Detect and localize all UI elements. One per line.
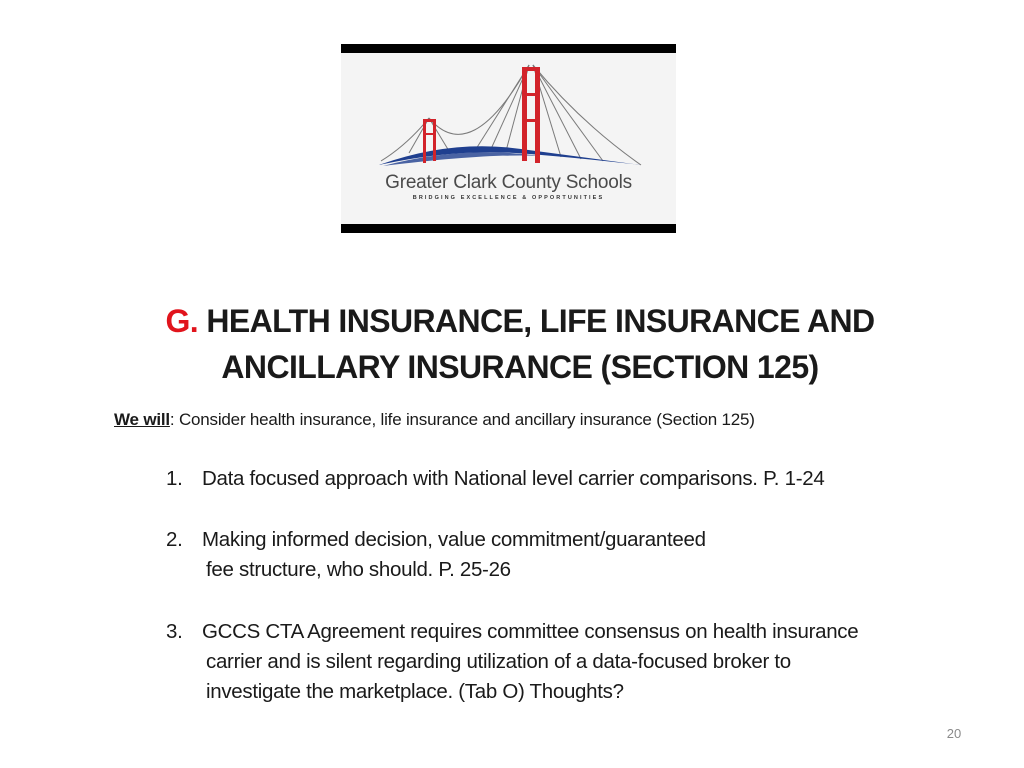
intro-statement [114,410,974,430]
list-item-3 [166,617,858,707]
list-item-1 [166,464,824,494]
intro-text: : Consider health insurance, life insurance and ancillary insurance (Section 125) [169,410,755,429]
slide-title [100,298,940,390]
title-section-letter: G. [165,303,199,339]
list-item-text: Data focused approach with National level carrier comparisons. P. 1-24 [202,467,825,490]
district-logo [341,44,676,233]
title-line-1-text: HEALTH INSURANCE, LIFE INSURANCE AND [206,303,875,339]
page-number: 20 [946,726,962,741]
list-item-number: 2. [166,528,183,551]
list-item-number: 3. [166,620,183,643]
list-item-text-continued: investigate the marketplace. (Tab O) Thoughts? [206,680,624,703]
title-line-2: ANCILLARY INSURANCE (SECTION 125) [221,349,819,385]
list-item-2 [166,525,706,585]
logo-tagline: BRIDGING EXCELLENCE & OPPORTUNITIES [412,195,605,201]
list-item-number: 1. [166,467,183,490]
list-item-text-continued: fee structure, who should. P. 25-26 [206,558,511,581]
intro-lead: We will [114,410,170,429]
list-item-text: Making informed decision, value commitment/guaranteed [202,528,706,551]
logo-name: Greater Clark County Schools [385,172,632,193]
logo-bottom-bar [341,224,676,233]
logo-top-bar [341,44,676,53]
list-item-text-continued: carrier and is silent regarding utilization of a data-focused broker to [206,650,791,673]
list-item-text: GCCS CTA Agreement requires committee consensus on health insurance [202,620,859,643]
title-line-1 [100,298,940,344]
